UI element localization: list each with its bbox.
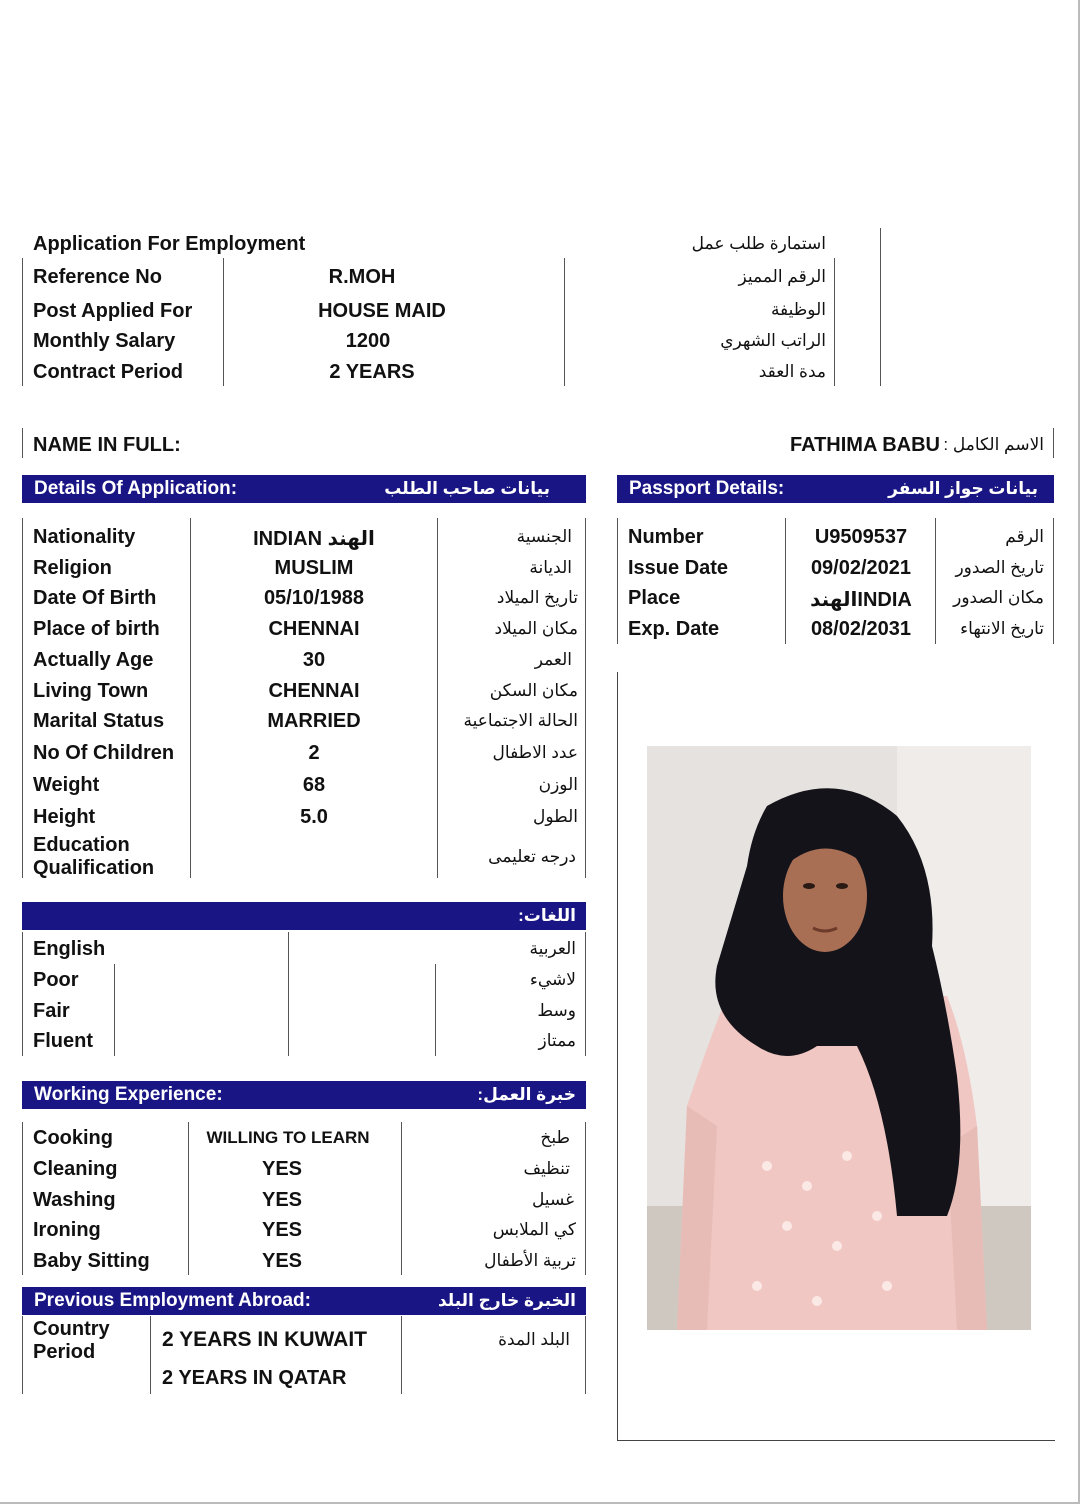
cleaning-ar: تنظيف — [523, 1159, 570, 1178]
name-ar: الاسم الكامل : — [943, 435, 1044, 454]
applicant-photo-icon — [647, 746, 1031, 1330]
marital-ar: الحالة الاجتماعية — [463, 711, 578, 730]
lang-fluent-ar: ممتاز — [538, 1031, 576, 1050]
ironing-value: YES — [261, 1219, 303, 1241]
abroad-value-2: 2 YEARS IN QATAR — [162, 1367, 347, 1389]
passport-title: Passport Details: — [629, 478, 785, 499]
lang-poor-label: Poor — [33, 969, 79, 991]
dob-value: 05/10/1988 — [263, 587, 365, 609]
title-ar: استمارة طلب عمل — [691, 234, 826, 253]
abroad-period-label: Period — [33, 1341, 96, 1363]
top-grid-line — [22, 258, 23, 386]
issue-place-ar: مكان الصدور — [953, 588, 1044, 607]
salary-value: 1200 — [345, 330, 391, 352]
salary-label: Monthly Salary — [33, 330, 176, 352]
passport-title-ar: بيانات جواز السفر — [888, 479, 1038, 498]
top-grid-line — [223, 258, 224, 386]
issue-date-label: Issue Date — [628, 557, 729, 579]
details-header-bar — [22, 475, 586, 503]
abroad-country-label: Country — [33, 1318, 110, 1340]
living-town-ar: مكان السكن — [489, 681, 578, 700]
cleaning-value: YES — [261, 1158, 303, 1180]
experience-title-ar: خبرة العمل: — [477, 1085, 576, 1104]
contract-value: 2 YEARS — [329, 361, 415, 383]
exp-date-ar: تاريخ الانتهاء — [960, 619, 1044, 638]
weight-value: 68 — [302, 774, 326, 796]
abroad-value-1: 2 YEARS IN KUWAIT — [162, 1328, 367, 1351]
weight-ar: الوزن — [538, 775, 578, 794]
details-title-ar: بيانات صاحب الطلب — [384, 479, 550, 498]
lang-english-ar: العربية — [529, 939, 576, 958]
passport-grid-line — [1053, 518, 1054, 644]
languages-title-ar: اللغات: — [518, 906, 576, 925]
lang-poor-ar: لاشيء — [529, 970, 576, 989]
post-value: HOUSE MAID — [318, 300, 446, 322]
age-label: Actually Age — [33, 649, 154, 671]
issue-place-value: الهندINDIA — [810, 589, 912, 611]
age-value: 30 — [302, 649, 326, 671]
age-ar: العمر — [534, 650, 572, 669]
contract-ar: مدة العقد — [758, 362, 826, 381]
reference-value: R.MOH — [328, 266, 396, 288]
experience-grid-line — [188, 1122, 189, 1275]
languages-grid-line — [22, 932, 23, 1056]
washing-ar: غسيل — [531, 1190, 574, 1209]
lang-fluent-label: Fluent — [33, 1030, 93, 1052]
washing-value: YES — [261, 1189, 303, 1211]
header-right-line — [880, 228, 881, 386]
issue-date-value: 09/02/2021 — [810, 557, 912, 579]
abroad-grid-line — [150, 1316, 151, 1394]
abroad-header-bar — [22, 1287, 586, 1315]
languages-header-bar — [22, 902, 586, 930]
lang-english-label: English — [33, 938, 106, 960]
passport-header-bar — [617, 475, 1054, 503]
name-line — [1053, 428, 1054, 458]
nationality-value: INDIAN الهند — [253, 528, 375, 550]
babysitting-ar: تربية الأطفال — [484, 1251, 576, 1270]
experience-grid-line — [401, 1122, 402, 1275]
birthplace-label: Place of birth — [33, 618, 160, 640]
passport-grid-line — [617, 518, 618, 644]
top-grid-line — [834, 258, 835, 386]
reference-ar: الرقم المميز — [738, 267, 826, 286]
experience-grid-line — [22, 1122, 23, 1275]
abroad-grid-line — [22, 1316, 23, 1394]
passport-grid-line — [935, 518, 936, 644]
issue-place-label: Place — [628, 587, 681, 609]
birthplace-ar: مكان الميلاد — [494, 619, 578, 638]
name-label: NAME IN FULL: — [33, 434, 181, 456]
applicant-photo — [647, 746, 1031, 1330]
languages-grid-line — [114, 964, 115, 1056]
lang-fair-ar: وسط — [537, 1001, 576, 1020]
passport-number-ar: الرقم — [1005, 527, 1044, 546]
dob-ar: تاريخ الميلاد — [496, 588, 578, 607]
details-title: Details Of Application: — [34, 478, 238, 499]
languages-grid-line — [585, 932, 586, 1056]
nationality-ar: الجنسية — [516, 527, 572, 546]
cooking-label: Cooking — [33, 1127, 113, 1149]
languages-grid-line — [288, 932, 289, 1056]
height-label: Height — [33, 806, 96, 828]
experience-title: Working Experience: — [34, 1084, 223, 1105]
title-en: Application For Employment — [33, 233, 306, 255]
ironing-ar: كي الملابس — [492, 1220, 576, 1239]
washing-label: Washing — [33, 1189, 116, 1211]
abroad-grid-line — [401, 1316, 402, 1394]
details-grid-line — [190, 518, 191, 878]
babysitting-label: Baby Sitting — [33, 1250, 150, 1272]
abroad-title: Previous Employment Abroad: — [34, 1290, 311, 1311]
children-value: 2 — [308, 742, 320, 764]
religion-value: MUSLIM — [274, 557, 354, 579]
birthplace-value: CHENNAI — [268, 618, 360, 640]
cleaning-label: Cleaning — [33, 1158, 118, 1180]
experience-header-bar — [22, 1081, 586, 1109]
details-grid-line — [437, 518, 438, 878]
babysitting-value: YES — [261, 1250, 303, 1272]
details-grid-line — [22, 518, 23, 878]
height-ar: الطول — [533, 807, 578, 826]
passport-number-label: Number — [628, 526, 704, 548]
weight-label: Weight — [33, 774, 100, 796]
languages-grid-line — [435, 964, 436, 1056]
exp-date-value: 08/02/2031 — [810, 618, 912, 640]
top-grid-line — [564, 258, 565, 386]
religion-ar: الديانة — [529, 558, 572, 577]
education-label-1: Education — [33, 834, 130, 856]
children-ar: عدد الاطفال — [492, 743, 578, 762]
name-line — [22, 428, 23, 458]
contract-label: Contract Period — [33, 361, 184, 383]
height-value: 5.0 — [300, 806, 328, 828]
abroad-grid-line — [585, 1316, 586, 1394]
ironing-label: Ironing — [33, 1219, 101, 1241]
marital-label: Marital Status — [33, 710, 165, 732]
education-ar: درجه تعليمى — [488, 847, 576, 866]
nationality-label: Nationality — [33, 526, 136, 548]
details-grid-line — [585, 518, 586, 878]
passport-grid-line — [785, 518, 786, 644]
cooking-ar: طبخ — [540, 1128, 570, 1147]
post-label: Post Applied For — [33, 300, 193, 322]
religion-label: Religion — [33, 557, 112, 579]
abroad-ar: البلد المدة — [498, 1330, 570, 1349]
passport-number-value: U9509537 — [814, 526, 908, 548]
children-label: No Of Children — [33, 742, 175, 764]
marital-value: MARRIED — [267, 710, 361, 732]
experience-grid-line — [585, 1122, 586, 1275]
exp-date-label: Exp. Date — [628, 618, 720, 640]
name-value: FATHIMA BABU — [790, 434, 940, 456]
post-ar: الوظيفة — [770, 300, 826, 319]
living-town-label: Living Town — [33, 680, 149, 702]
living-town-value: CHENNAI — [268, 680, 360, 702]
cooking-value: WILLING TO LEARN — [206, 1128, 370, 1147]
lang-fair-label: Fair — [33, 1000, 70, 1022]
education-label-2: Qualification — [33, 857, 155, 879]
dob-label: Date Of Birth — [33, 587, 157, 609]
reference-label: Reference No — [33, 266, 162, 288]
abroad-title-ar: الخبرة خارج البلد — [437, 1291, 576, 1310]
salary-ar: الراتب الشهري — [720, 331, 826, 350]
issue-date-ar: تاريخ الصدور — [955, 558, 1044, 577]
